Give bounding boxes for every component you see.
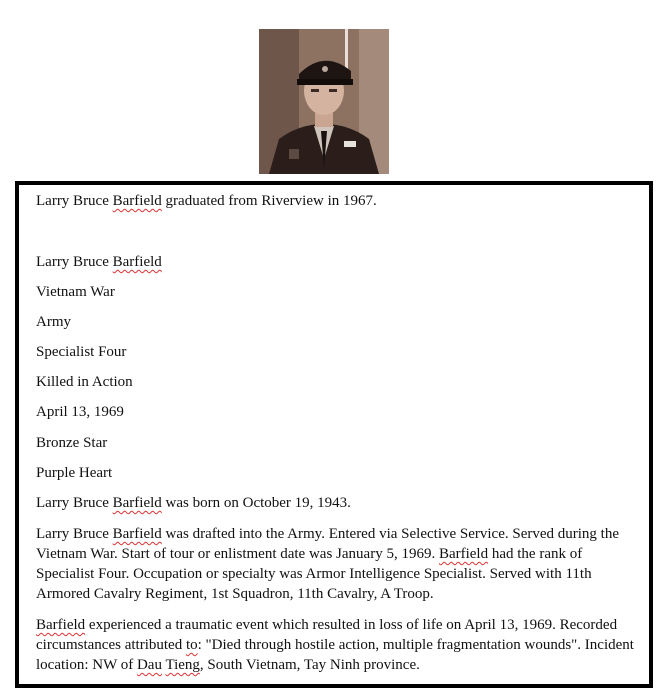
born-pre: Larry Bruce [36,495,113,511]
death-to: to [185,637,198,653]
fact-casualty-type: Killed in Action [36,374,133,390]
service-surname-2: Barfield [438,546,489,562]
intro-rest: graduated from Riverview in 1967. [161,193,377,209]
fact-name [36,252,162,272]
fact-date: April 13, 1969 [36,404,124,420]
fact-branch: Army [36,314,71,330]
death-dau: Dau [136,657,162,673]
service-pre: Larry Bruce [36,526,113,542]
death-rest: , South Vietnam, Tay Ninh province. [199,657,420,673]
born-line [36,493,351,513]
death-mid: experienced a traumatic event which resulted in loss of life on April 13, 1969. Recorded circumstances attributed [36,617,618,653]
intro-line [36,191,377,211]
service-paragraph [36,524,636,604]
intro-surname: Barfield [112,193,162,209]
intro-name: Larry Bruce [36,193,113,209]
portrait-image [259,29,389,174]
born-rest: was born on October 19, 1943. [161,495,351,511]
death-paragraph [36,615,636,675]
born-surname: Barfield [112,495,162,511]
death-quote: : "Died through hostile action, multiple fragmentation wounds". Incident location: NW of [36,637,634,673]
service-rest: had the rank of Specialist Four. Occupation or specialty was Armor Intelligence Specialist. Served with 11th Armored Cavalry Regiment, 1st Squadron, 11th Cavalry, A Troop. [36,546,592,602]
fact-conflict: Vietnam War [36,284,115,300]
death-surname: Barfield [36,617,86,633]
fact-name-last: Barfield [112,254,162,270]
fact-award-bronze: Bronze Star [36,435,108,451]
fact-name-first: Larry Bruce [36,254,113,270]
fact-award-purple: Purple Heart [36,465,113,481]
death-tieng: Tieng [165,657,200,673]
fact-rank: Specialist Four [36,344,127,360]
biography-box [15,181,653,688]
service-mid: was drafted into the Army. Entered via Selective Service. Served during the Vietnam War. Start of tour or enlistment date was January 5, 1969. [36,526,620,562]
portrait-photo [259,29,389,174]
service-surname: Barfield [112,526,162,542]
